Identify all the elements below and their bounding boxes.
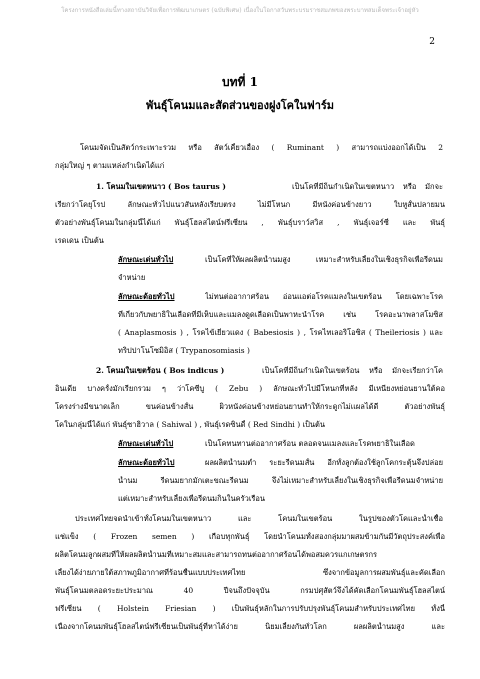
paragraph-line: พันธุ์โคนมตลอดระยะประมาณ 40 ปีจนถึงปัจจุบัน กรมปศุสัตว์จึงได้คัดเลือกโคนมพันธุ์โฮลสไตน์: [55, 586, 445, 595]
chapter-subtitle: พันธุ์โคนมและสัดส่วนของฝูงโคในฟาร์ม: [145, 99, 335, 112]
paragraph-line: ประเทศไทยจดนำเข้าทั้งโคนมในเขตหนาว และ โคนมในเขตร้อน ในรูปของตัวโคและน้ำเชื้อ: [75, 514, 443, 523]
paragraph-line: แต่เหมาะสำหรับเลี้ยงเพื่อรีดนมกินในครัวเรือน: [118, 494, 266, 503]
subheading-label: ลักษณะเด่นทั่วไป: [118, 439, 174, 448]
paragraph-line: เป็นโคที่มีถิ่นกำเนิดในเขตร้อน หรือ มักจะเรียกว่าโค: [262, 366, 443, 375]
paragraph-line: ผลิตโคนมลูกผสมที่ให้ผลผลิตน้ำนมที่เหมาะสมและสามารถทนต่ออากาศร้อนได้พอสมควรแกเกษตรกร: [55, 550, 378, 559]
paragraph-line: เรดเดน เป็นต้น: [55, 236, 104, 245]
paragraph-line: โคในกลุ่มนี้ได้แก่ พันธุ์ซาฮิวาล ( Sahiwal ) , พันธุ์เรดซินดี้ ( Red Sindhi ) เป็นต้น: [55, 420, 325, 429]
paragraph-line: ผลผลิตน้ำนมต่ำ ระยะรีดนมสั้น อีกทั้งลูกต้องใช้ลูกโคกระตุ้นจึงปล่อย: [205, 458, 443, 467]
paragraph-line: ที่เกี่ยวกับพยาธิในเลือดที่มีเห็บและแมลงดูดเลือดเป็นพาหะนำโรค เช่น โรคอะนาพลาสโมซิส: [118, 310, 443, 319]
paragraph-line: เป็นโคที่มีถิ่นกำเนิดในเขตหนาว หรือ มักจะ: [292, 182, 443, 191]
paragraph-line: ตัวอย่างพันธุ์โคนมในกลุ่มนี้ได้แก่ พันธุ์โฮลสไตน์ฟรีเซี่ยน , พันธุ์บราว์สวิส , พันธุ์เจอร์ซี่ และ พันธุ์: [55, 218, 445, 227]
paragraph-line: เป็นโคทนทานต่ออากาศร้อน ตลอดจนแมลงและโรคพยาธิในเลือด: [205, 439, 415, 448]
paragraph-line: อินเดีย บางครั้งมักเรียกรวม ๆ ว่าโคซีบู ( Zebu ) ลักษณะทั่วไปมีโหนกที่หลัง มีเหนียงหย่อนยานใต้คอ: [55, 384, 445, 393]
paragraph-line: ฟรีเซี่ยน ( Holstein Friesian ) เป็นพันธุ์หลักในการปรับปรุงพันธุ์โคนมสำหรับประเทศไทย ทั้งนี้: [55, 604, 445, 613]
paragraph-line: จำหน่าย: [118, 273, 146, 282]
paragraph-line: กลุ่มใหญ่ ๆ ตามแหล่งกำเนิดได้แก่: [55, 161, 165, 170]
paragraph-line: ไม่ทนต่ออากาศร้อน อ่อนแอต่อโรคแมลงในเขตร้อน โดยเฉพาะโรค: [205, 292, 443, 301]
paragraph-line: เลี้ยงได้ง่ายภายใต้สภาพภูมิอากาศที่ร้อนชื้นแบบประเทศไทย ซึ่งจากข้อมูลการผสมพันธุ์และคัดเลือก: [55, 568, 445, 577]
paragraph-line: ( Anaplasmosis ) , โรคไข้เยี่ยวแดง ( Babesiosis ) , โรคไทเลอริโอซิส ( Theileriosis ) และ: [118, 328, 443, 337]
section-heading: 2. โคนมในเขตร้อน ( Bos indicus ): [96, 366, 225, 375]
subheading-label: ลักษณะด้อยทั่วไป: [118, 458, 175, 467]
page-number: 2: [429, 37, 435, 47]
paragraph-line: เรียกว่าโคยุโรป ลักษณะทั่วไปแนวสันหลังเรียบตรง ไม่มีโหนก มีหนังค่อนข้างยาว ใบหูสั้นปลายมน: [55, 200, 445, 209]
paragraph-line: แช่แข็ง ( Frozen semen ) เกือบทุกพันธุ์ โดยนำโคนมทั้งสองกลุ่มมาผสมข้ามกันมีวัตถุประสงค์เพื่อ: [55, 532, 445, 541]
section-heading: 1. โคนมในเขตหนาว ( Bos taurus ): [96, 182, 226, 191]
subheading-label: ลักษณะเด่นทั่วไป: [118, 255, 174, 264]
paragraph-line: เป็นโคที่ให้ผลผลิตน้ำนมสูง เหมาะสำหรับเลี้ยงในเชิงธุรกิจเพื่อรีดนม: [205, 255, 443, 264]
paragraph-line: เนื่องจากโคนมพันธุ์โฮลสไตน์ฟรีเซี่ยนเป็นพันธุ์ที่หาได้ง่าย นิยมเลี้ยงกันทั่วโลก ผลผลิตน้ำนมสูง และ: [55, 622, 445, 631]
paragraph-line: ทริปปาโนโซมิอิส ( Trypanosomiasis ): [118, 346, 250, 355]
paragraph-line: โคนมจัดเป็นสัตว์กระเพาะรวม หรือ สัตว์เคี้ยวเอื้อง ( Ruminant ) สามารถแบ่งออกได้เป็น 2: [80, 143, 443, 152]
subheading-label: ลักษณะด้อยทั่วไป: [118, 292, 175, 301]
paragraph-line: น้ำนม รีดนมยากมักเตะขณะรีดนม จึงไม่เหมาะสำหรับเลี้ยงในเชิงธุรกิจเพื่อรีดนมจำหน่าย: [118, 476, 443, 485]
paragraph-line: โครงร่างมีขนาดเล็ก ขนค่อนข้างสั้น ผิวหนังค่อนข้างหย่อนยานทำให้กระดูกไม่เเผลได้ดี ตัวอย่างพันธุ์: [55, 402, 445, 411]
chapter-title: บทที่ 1: [222, 75, 258, 89]
watermark: โครงการหนังสือเล่มนี้ทางสถาบันวิจัยเพื่อการพัฒนาเกษตร (ฉบับพิเศษ) เนื่องในโอกาสวันพระบรมราชสมภพของพระบาทสมเด็จพระเจ้าอยู่หัว: [61, 7, 419, 14]
